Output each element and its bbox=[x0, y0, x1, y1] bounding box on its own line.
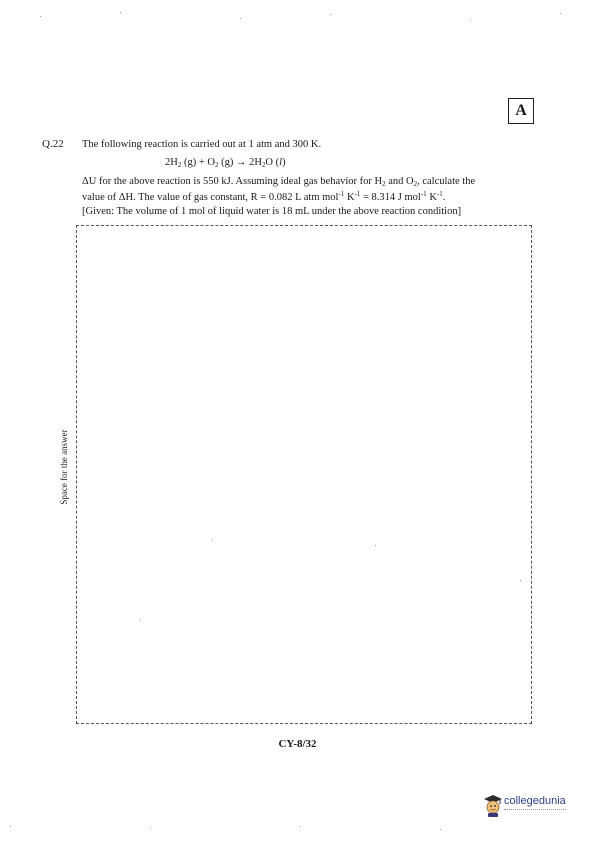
answer-space-label: Space for the answer bbox=[59, 429, 69, 505]
scan-speck bbox=[470, 20, 471, 21]
scan-speck bbox=[520, 580, 521, 581]
reaction-equation: $2H_2$ $(g) + O_2$ $(g) \to 2H_2O$ (l) bbox=[165, 157, 286, 169]
scan-speck bbox=[560, 13, 561, 14]
answer-space-box[interactable] bbox=[76, 225, 532, 724]
scan-speck bbox=[140, 620, 141, 621]
brand-name: collegedunia bbox=[504, 795, 566, 807]
scan-speck bbox=[440, 829, 441, 830]
question-set-label: A bbox=[508, 98, 534, 124]
scan-speck bbox=[150, 828, 151, 829]
question-text-line-2: ΔU for the above reaction is 550 kJ. Assuming ideal gas behavior for $H_2$ and $O_2$, calculate the bbox=[82, 176, 476, 188]
brand-tagline bbox=[504, 809, 566, 812]
question-text-line-3: value of ΔH. The value of gas constant, R = 0.082 L atm mol$^{-1}$ $K^{-1} = 8.314$ J mol$^{-1}$ $K^{-1}$. bbox=[82, 190, 446, 203]
page-code: CY-8/32 bbox=[278, 738, 317, 750]
scan-speck bbox=[212, 540, 213, 541]
scan-speck bbox=[330, 14, 331, 15]
question-number: Q.22 bbox=[42, 138, 64, 150]
watermark-logo bbox=[483, 792, 583, 820]
scan-speck bbox=[40, 16, 41, 17]
scan-speck bbox=[375, 545, 376, 546]
given-condition: [Given: The volume of 1 mol of liquid water is 18 mL under the above reaction condition] bbox=[82, 206, 462, 217]
graduate-mascot-icon bbox=[483, 794, 503, 818]
scan-speck bbox=[300, 826, 301, 827]
scan-speck bbox=[120, 12, 121, 13]
question-intro: The following reaction is carried out at 1 atm and 300 K. bbox=[82, 139, 322, 150]
scan-speck bbox=[10, 826, 11, 827]
scan-speck bbox=[240, 18, 241, 19]
